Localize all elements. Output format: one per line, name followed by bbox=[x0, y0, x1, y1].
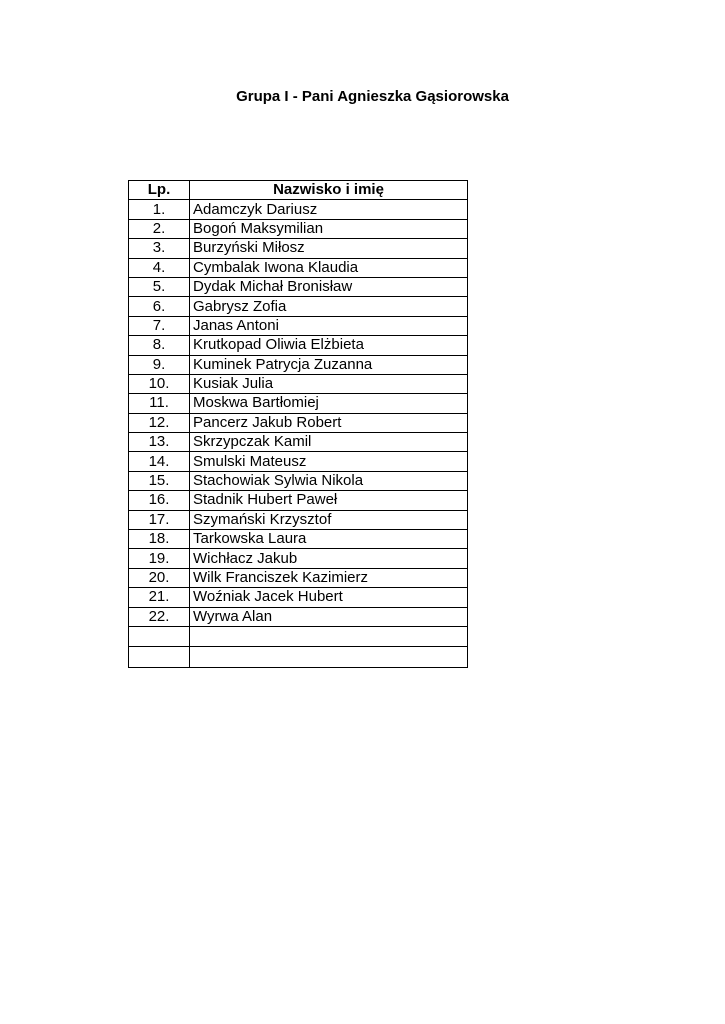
table-row bbox=[129, 258, 468, 277]
table-row bbox=[129, 200, 468, 219]
row-lp: 19. bbox=[129, 549, 190, 568]
row-name bbox=[190, 647, 468, 668]
roster-table bbox=[128, 180, 468, 668]
row-lp: 10. bbox=[129, 374, 190, 393]
row-name: Krutkopad Oliwia Elżbieta bbox=[190, 336, 468, 355]
table-row bbox=[129, 239, 468, 258]
table-row bbox=[129, 491, 468, 510]
row-lp: 4. bbox=[129, 258, 190, 277]
row-lp: 3. bbox=[129, 239, 190, 258]
row-lp: 22. bbox=[129, 607, 190, 626]
row-name: Wilk Franciszek Kazimierz bbox=[190, 568, 468, 587]
row-name: Smulski Mateusz bbox=[190, 452, 468, 471]
row-name: Janas Antoni bbox=[190, 316, 468, 335]
row-lp bbox=[129, 626, 190, 647]
table-row bbox=[129, 219, 468, 238]
table-row bbox=[129, 510, 468, 529]
table-row bbox=[129, 549, 468, 568]
row-name: Stachowiak Sylwia Nikola bbox=[190, 471, 468, 490]
row-lp bbox=[129, 647, 190, 668]
row-name: Adamczyk Dariusz bbox=[190, 200, 468, 219]
row-name: Kuminek Patrycja Zuzanna bbox=[190, 355, 468, 374]
row-name: Cymbalak Iwona Klaudia bbox=[190, 258, 468, 277]
row-name: Pancerz Jakub Robert bbox=[190, 413, 468, 432]
row-lp: 13. bbox=[129, 433, 190, 452]
row-lp: 5. bbox=[129, 277, 190, 296]
row-lp: 6. bbox=[129, 297, 190, 316]
table-row bbox=[129, 355, 468, 374]
row-lp: 18. bbox=[129, 530, 190, 549]
table-row bbox=[129, 568, 468, 587]
row-name: Szymański Krzysztof bbox=[190, 510, 468, 529]
row-name: Gabrysz Zofia bbox=[190, 297, 468, 316]
table-row bbox=[129, 452, 468, 471]
table-row bbox=[129, 394, 468, 413]
row-lp: 17. bbox=[129, 510, 190, 529]
row-name bbox=[190, 626, 468, 647]
row-lp: 16. bbox=[129, 491, 190, 510]
table-row-empty bbox=[129, 626, 468, 647]
table-row bbox=[129, 530, 468, 549]
table-row bbox=[129, 607, 468, 626]
table-row bbox=[129, 277, 468, 296]
table-row-empty bbox=[129, 647, 468, 668]
row-name: Dydak Michał Bronisław bbox=[190, 277, 468, 296]
row-lp: 1. bbox=[129, 200, 190, 219]
row-name: Kusiak Julia bbox=[190, 374, 468, 393]
row-lp: 12. bbox=[129, 413, 190, 432]
row-name: Skrzypczak Kamil bbox=[190, 433, 468, 452]
row-lp: 21. bbox=[129, 588, 190, 607]
table-row bbox=[129, 413, 468, 432]
page-title: Grupa I - Pani Agnieszka Gąsiorowska bbox=[236, 88, 509, 105]
table-row bbox=[129, 297, 468, 316]
row-name: Woźniak Jacek Hubert bbox=[190, 588, 468, 607]
row-name: Stadnik Hubert Paweł bbox=[190, 491, 468, 510]
row-name: Tarkowska Laura bbox=[190, 530, 468, 549]
header-lp: Lp. bbox=[129, 181, 190, 200]
row-lp: 7. bbox=[129, 316, 190, 335]
header-name: Nazwisko i imię bbox=[190, 181, 468, 200]
row-lp: 11. bbox=[129, 394, 190, 413]
table-row bbox=[129, 336, 468, 355]
row-lp: 9. bbox=[129, 355, 190, 374]
table-row bbox=[129, 588, 468, 607]
row-name: Moskwa Bartłomiej bbox=[190, 394, 468, 413]
row-name: Bogoń Maksymilian bbox=[190, 219, 468, 238]
table-row bbox=[129, 316, 468, 335]
row-lp: 8. bbox=[129, 336, 190, 355]
row-name: Wyrwa Alan bbox=[190, 607, 468, 626]
row-lp: 14. bbox=[129, 452, 190, 471]
table-row bbox=[129, 433, 468, 452]
row-lp: 15. bbox=[129, 471, 190, 490]
row-name: Wichłacz Jakub bbox=[190, 549, 468, 568]
row-lp: 2. bbox=[129, 219, 190, 238]
table-header-row bbox=[129, 181, 468, 200]
row-lp: 20. bbox=[129, 568, 190, 587]
row-name: Burzyński Miłosz bbox=[190, 239, 468, 258]
table-row bbox=[129, 471, 468, 490]
table-row bbox=[129, 374, 468, 393]
